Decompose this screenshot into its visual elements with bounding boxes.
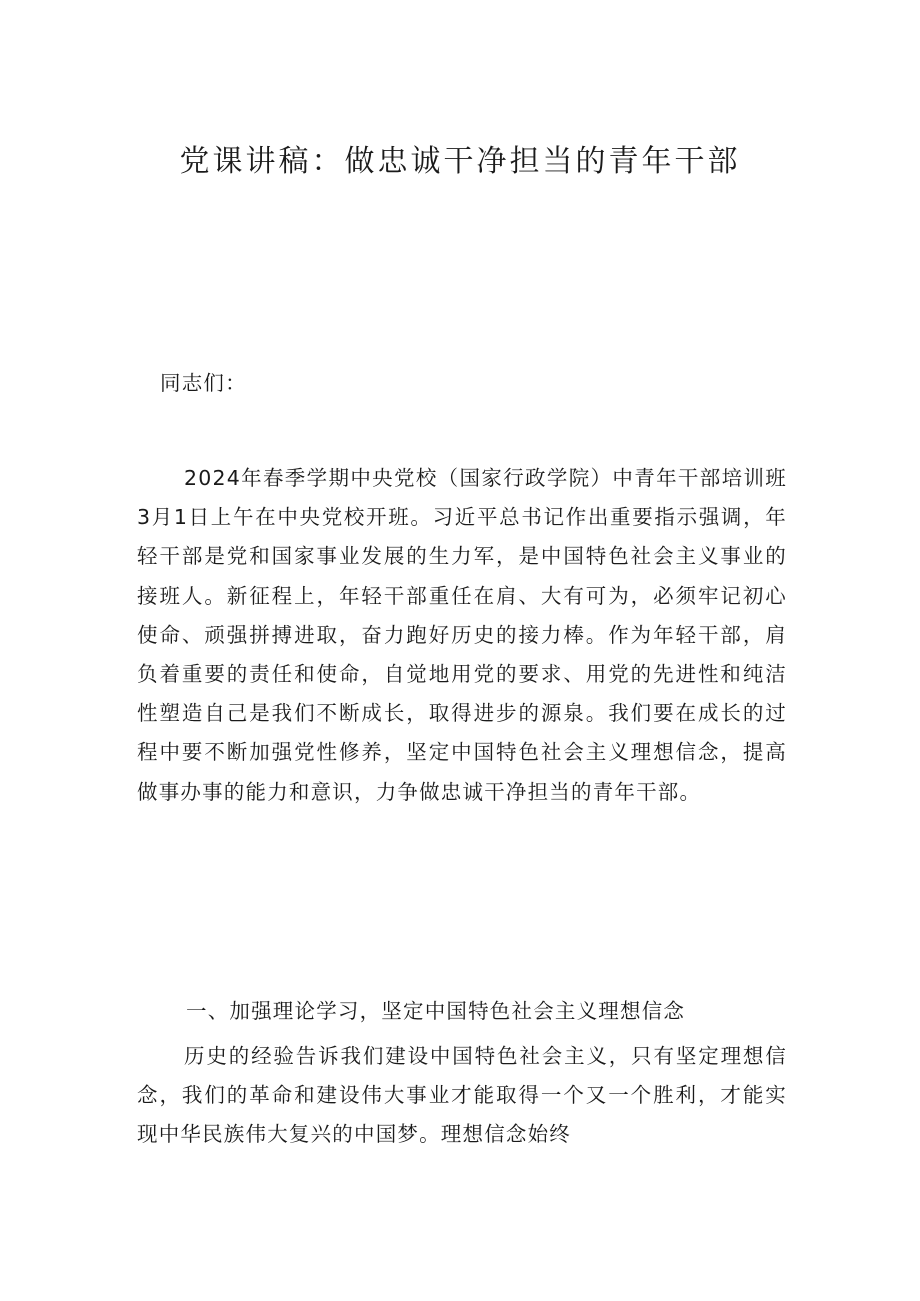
salutation: 同志们：: [160, 371, 247, 395]
body-paragraph: 2024年春季学期中央党校（国家行政学院）中青年干部培训班3月1日上午在中央党校开班。习近平总书记作出重要指示强调，年轻干部是党和国家事业发展的生力军，是中国特色社会主义事业的接班人。新征程上，年轻干部重任在肩、大有可为，必须牢记初心使命、顽强拼搏进取，奋力跑好历史的接力棒。作为年轻干部，肩负着重要的责任和使命，自觉地用党的要求、用党的先进性和纯洁性塑造自己是我们不断成长，取得进步的源泉。我们要在成长的过程中要不断加强党性修养，坚定中国特色社会主义理想信念，提高做事办事的能力和意识，力争做忠诚干净担当的青年干部。: [137, 466, 787, 804]
section-heading: 一、加强理论学习，坚定中国特色社会主义理想信念: [186, 999, 686, 1023]
document-title: 党课讲稿：做忠诚干净担当的青年干部: [179, 144, 741, 179]
body-paragraph: 历史的经验告诉我们建设中国特色社会主义，只有坚定理想信念，我们的革命和建设伟大事业才能取得一个又一个胜利，才能实现中华民族伟大复兴的中国梦。理想信念始终: [137, 1044, 787, 1147]
